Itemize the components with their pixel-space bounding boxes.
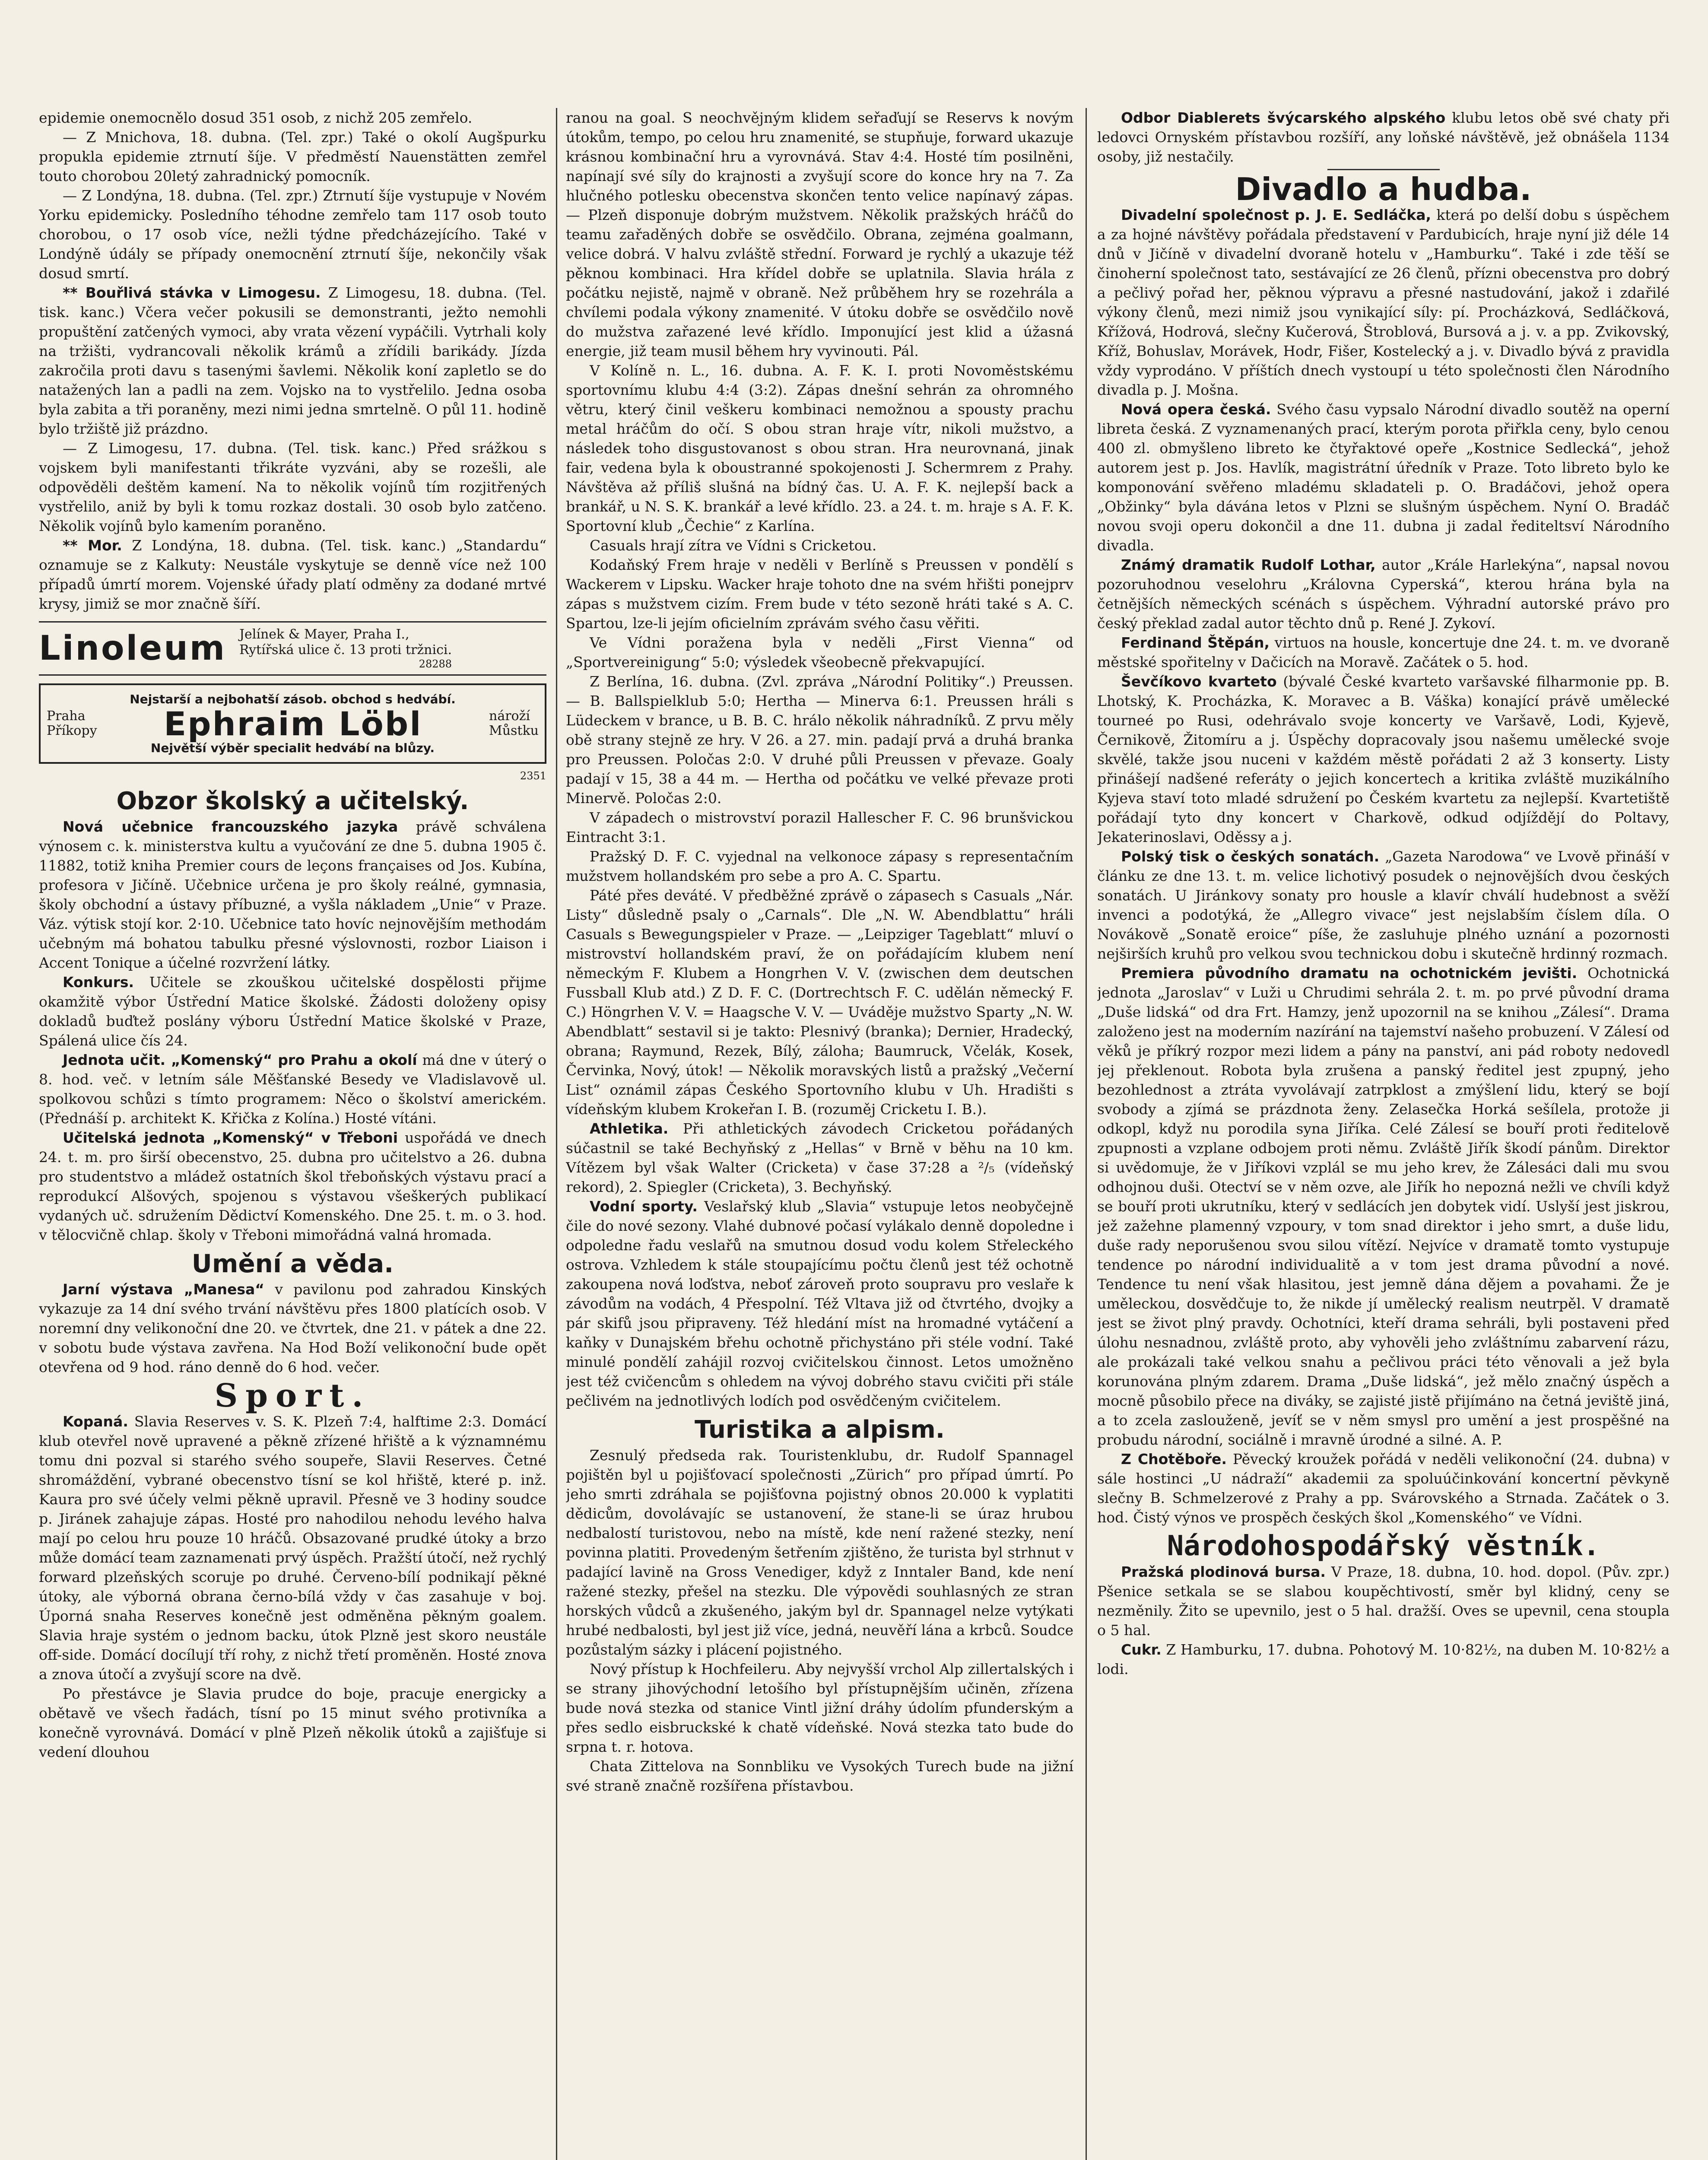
article-lead: Z Chotěboře. xyxy=(1121,1451,1227,1468)
column-1 xyxy=(39,108,546,2160)
article-lead: Jarní výstava „Manesa“ xyxy=(63,1281,264,1298)
article-paragraph: Pražský D. F. C. vyjednal na velkonoce zápasy s representačním mužstvem hollandském pro sebe a pro A. C. Spartu. xyxy=(566,848,1073,884)
article-lead: Polský tisk o českých sonatách. xyxy=(1121,848,1380,865)
section-divider xyxy=(1327,169,1440,170)
ad-code: 2351 xyxy=(520,770,546,782)
article-paragraph: Chata Zittelova na Sonnbliku ve Vysokých Turech bude na jižní své straně značně rozšířena přístavbou. xyxy=(566,1758,1073,1794)
ad-address: Rytířská ulice č. 13 proti tržnici. xyxy=(239,642,452,658)
article-lead: Odbor Diablerets švýcarského alpského xyxy=(1121,109,1446,126)
article-lead: Známý dramatik Rudolf Lothar, xyxy=(1121,556,1376,573)
article-lead: Pražská plodinová bursa. xyxy=(1121,1563,1326,1580)
article-paragraph xyxy=(39,972,546,1050)
article-paragraph: Ve Vídni poražena byla v neděli „First Vienna“ od „Sportvereinigung“ 5:0; výsledek všeobecně překvapující. xyxy=(566,634,1073,670)
article-paragraph: Páté přes deváté. V předběžné zprávě o zápasech s Casuals „Nár. Listy“ důsledně psaly o „Carnals“. Dle „N. W. Abendblattu“ hráli Casuals s Bewegungspieler v Praze. — „Leipziger Tageblatt“ mluví o mistrovství hollandském praví, že on pořádajícím klubem není německým F. Klubem a Hongrhen V. V. (zwischen dem deutschen Fussball Klub atd.) Z D. F. C. (Dortrechtsch F. C. udělán německý F. C.) Höngrhen V. V. = Haagsche V. V. — Uváděje mužstvo Sparty „N. W. Abendblatt“ sestavil si je takto: Plesnivý (branka); Dernier, Hradecký, obrana; Raymund, Rezek, Bílý, záloha; Baumruck, Včelák, Kosek, Červinka, Nový, útok! — Několik moravských listů a pražský „Večerní List“ oznámil zápas Českého Sportovního klubu v Uh. Hradišti s vídeňským klubem Krokeřan I. B. (rozuměj Cricketu I. B.). xyxy=(566,887,1073,1118)
article-paragraph xyxy=(1097,633,1670,672)
article-paragraph: V Kolíně n. L., 16. dubna. A. F. K. I. proti Novoměstskému sportovnímu klubu 4:4 (3:2). Zápas dnešní sehrán za ohromného větru, který činil veškeru kombinaci nemožnou a spousty prachu metal hráčům do očí. S obou stran hraje vítr, nikoli mužstvo, a následek toho disgustovanost s obou stran. Hra neurovnaná, jinak fair, vedena byla k oboustranné spokojenosti J. Schermrem z Prahy. Návštěva až příliš slušná na bídný čas. U. A. F. K. nejlepší back a brankář, u N. S. K. brankář a levé křídlo. 23. a 24. t. m. hraje s A. F. K. Sportovní klub „Čechie“ z Karlína. xyxy=(566,362,1073,534)
article-lead: Cukr. xyxy=(1121,1641,1162,1658)
article-lead: Ferdinand Štěpán, xyxy=(1121,634,1270,651)
article-text: Z Limogesu, 18. dubna. (Tel. tisk. kanc.) Včera večer pokusili se demonstranti, ježto nemohli propuštění zatčených vymoci, aby vrata vězení vypáčili. Vytrhali koly na tržišti, vydrancovali několik krámů a zřídili barikády. Jízda zakročila proti davu s tasenými šavlemi. Několik koní zapletlo se do natažených lan a padli na zem. Vojsko na to vystřelilo. Jedna osoba byla zabita a tři poraněny, mezi nimi jedna smrtelně. O půl 11. hodině bylo tržiště již prázdno. xyxy=(39,284,546,437)
article-paragraph xyxy=(566,1197,1073,1410)
article-paragraph xyxy=(1097,1562,1670,1640)
article-text: Z Londýna, 18. dubna. (Tel. tisk. kanc.) „Standardu“ oznamuje se z Kalkuty: Neustále vyskytuje se denně více než 100 případů úmrtí morem. Vojenské úřady platí odměny za dodané mrtvé krysy, jimiž se mor značně šíří. xyxy=(39,537,546,612)
article-lead: Athletika. xyxy=(590,1120,669,1137)
article-lead: Ševčíkovo kvarteto xyxy=(1121,673,1277,690)
article-lead: Divadelní společnost p. J. E. Sedláčka, xyxy=(1121,206,1432,223)
article-text: v pavilonu pod zahradou Kinských vykazuje za 14 dní svého trvání návštěvu přes 1800 platících osob. V noremní dny velikonoční dne 20. ve čtvrtek, dne 21. v pátek a dne 22. v sobotu bude výstava zavřena. Na Hod Boží velikonoční bude opět otevřena od 9 hod. ráno denně do 6 hod. večer. xyxy=(39,1281,546,1375)
article-text: „Gazeta Narodowa“ ve Lvově přináší v článku ze dne 13. t. m. velice lichotivý posudek o nejnovějších dvou českých sonatách. U Jiránkovy sonaty pro housle a klavír chválí hudebnost a svěží invenci a podotýká, že „Allegro vivace“ jest nejslabším číslem díla. O Novákově „Sonatě eroice“ píše, že zasluhuje plného uznání a pozornosti nejširších kruhů pro velkou svou technickou dobu i skutečně hrdinný rozmach. xyxy=(1097,848,1670,962)
ad-headline: Linoleum xyxy=(39,629,226,668)
ad-code: 28288 xyxy=(419,658,452,670)
article-text: která po delší dobu s úspěchem a za hojné návštěvy pořádala představení v Pardubicích, hraje nyní již déle 14 dnů v Jičíně v divadelní dvoraně hotelu v „Hamburku“. Také i zde těší se činoherní společnost tato, sestávající ze 26 členů, přízni obecenstva pro dobrý a pečlivý pořad her, pěknou výpravu a přesné nastudování, jakož i zdařilé výkony členů, mezi nimiž jsou vynikající síly: pí. Procházková, Sedláčková, Křížová, Hodrová, slečny Kučerová, Štroblová, Bursová a j. v. a pp. Zvikovský, Kříž, Bohuslav, Morávek, Hodr, Fišer, Kostelecký a j. v. Divadlo bývá z pravidla vždy vyprodáno. V příštích dnech vystoupí u této společnosti člen Národního divadla p. J. Mošna. xyxy=(1097,206,1670,398)
article-lead: Učitelská jednota „Komenský“ v Třeboni xyxy=(63,1129,398,1146)
article-text: Ochotnická jednota „Jaroslav“ v Luži u Chrudimi sehrála 2. t. m. po prvé původní drama „Duše lidská“ od dra Frt. Hamzy, jenž upozornil na se knihou „Zálesí“. Drama založeno jest na moderním nazírání na tajemství našeho probuzení. V Zálesí od věků je příkrý rozpor mezi lidem a pány na panství, ani pád roboty nedovedl jej překlenout. Robota byla zrušena a panský ředitel jest zpupný, jeho bezohlednost a ztráta vyvolávají zatrpklost a zmýšlení lidu, který se bojí svobody a zjímá se prázdnota ženy. Zelasečka Horká sešílela, protože ji odkopl, když nu porodila syna Jiříka. Celé Zálesí se bouří proti ředitelově zpupnosti a vzplane odbojem proti němu. Zvláště Jiřík škodí pánům. Direktor si uvědomuje, že v Jiříkovi vzplál se mu jeho krev, že Zálesáci dali mu svou odhojnou duši. Otectví se v něm ozve, ale Jiřík ho nepozná nežli ve chvíli když se bouří proti ukrutníku, který v sedlácích jen dobytek vidí. Uslyší jest jiskrou, jež zažehne plamenný vzpoury, v tom snad direktor i jeho smrt, a duše lidu, duše rady neporušenou svou silou vítězí. Nejvíce v dramatě tomto vystupuje tendence po národní individualitě a v tom jest drama původní a nové. Tendence tu není však hlasitou, jest jemně dána dějem a povahami. Že je uměleckou, dosvědčuje to, že nikde jí umělecký realism neutrpěl. V dramatě jest se život plný pravdy. Ochotníci, kteří drama sehráli, byli postaveni před úlohu nesnadnou, zvláště proto, aby vyhověli jeho zvláštnímu zabarvení rázu, ale prokázali také velkou snahu a pečlivou práci této věnovali a jež byla korunována plným zdarem. Drama „Duše lidská“, jež mělo značný úspěch a mocně působilo přece na diváky, se zajisté jistě přijímáno na četná jeviště jiná, a to zcela zaslouženě, jevíť se v něm smysl pro umění a jest prospěšné na probudu národní, sociálně i mravně úrodné a silné. A. P. xyxy=(1097,965,1670,1448)
article-paragraph: ranou na goal. S neochvějným klidem seřaďují se Reservs k novým útokům, tempo, po celou hru znamenité, se stupňuje, forward ukazuje krásnou kombinační hru a vyrovnává. Stav 4:4. Hosté tím posilněni, napínají své síly do krajnosti a zvyšují score do konce hry na 7. Za hlučného potlesku obecenstva skončen tento velice napínavý zápas. — Plzeň disponuje dobrým mužstvem. Několik pražských hráčů do teamu zařaděných dobře se osvědčilo. Obrana, zejména goalmann, velice dobrá. V halvu zvláště střední. Forward je rychlý a ukazuje též pěknou kombinaci. Hra křídel dobře se uplatnila. Slavia hrála z počátku nejistě, najmě v obraně. Než průběhem hry se rozehrála a chvílemi podala výkony znamenité. V útoku dobře se osvědčilo nově do mužstva zařazené levé křídlo. Imponující jest klid a úžasná energie, již team musil během hry vyvinouti. Pál. xyxy=(566,109,1073,359)
ad-firm-name: Ephraim Löbl xyxy=(164,704,422,743)
article-text: Veslařský klub „Slavia“ vstupuje letos neobyčejně čile do nové sezony. Vlahé dubnové počasí vylákalo denně dopoledne i odpoledne řadu veslařů na smutnou dosud vodu kolem Střeleckého ostrova. Vzhledem k stále stoupajícímu počtu členů jest též ochotně zakoupena nová loďstva, neboť zároveň proto soupravu pro veslaře k závodům na vodách, 4 Přespolní. Též Vltava již od čtvrtého, dvojky a pár skifů jsou připraveny. Též hledání míst na hromadné vytáčení a kaňky v Dunajském břehu ochotně přichystáno při stéle vodní. Také minulé pondělí zahájil rozvoj cvičitelskou činnost. Letos umožněno jest též cvičencům s ohledem na vývoj dobrého stavu cvičiti při stále pečlivém na jednotlivých lodích pod osvědčeným cvičitelem. xyxy=(566,1198,1073,1409)
article-paragraph xyxy=(1097,108,1670,166)
article-paragraph: Zesnulý předseda rak. Touristenklubu, dr. Rudolf Spannagel pojištěn byl u pojišťovací společnosti „Zürich“ pro případ úmrtí. Po jeho smrti zdráhala se pojišťovna pojistný obnos 20.000 k vyplatiti dědicům, dovolávajíc se ustanovení, že stane-li se úraz hrubou nedbalostí turistovou, nebo na místě, kde není ražené stezky, není povinna platiti. Provedeným šetřením zjištěno, že turista byl strhnut v padající lavině na Gross Venediger, když z Inntaler Band, kde není ražené stezky, přešel na stezku. Dle výpovědi souhlasných ze stran horských vůdců a zkušeného, jakým byl dr. Spannagel nelze vytýkati hrubé nedbalosti, byl jest již více, jedná, neuvěří lána a krbců. Soudce pozůstalým sázky i plácení pojistného. xyxy=(566,1447,1073,1658)
ad-top-line: Nejstarší a nejbohatší zásob. obchod s hedvábí. xyxy=(130,692,456,706)
article-text: Svého času vypsalo Národní divadlo soutěž na operní libreta česká. Z vyznamenaných prací, kterým porota přiřkla ceny, bylo cenou 400 zl. obmyšleno libreto ke čtyřaktové opeře „Kostnice Sedlecká“, jehož autorem jest p. Jos. Havlík, magistrátní úředník v Praze. Toto libreto bylo ke komponování svěřeno mladému skladateli p. O. Bradáčovi, jehož opera „Obžinky“ byla dávána letos v Plzni se slušným úspěchem. Nyní O. Bradáč novou svoji operu dokončil a dne 11. dubna ji zadal řediteltsví Národního divadla. xyxy=(1097,401,1670,554)
article-paragraph xyxy=(39,1412,546,1684)
article-lead: Nová opera česká. xyxy=(1121,401,1271,418)
ad-corner xyxy=(489,709,539,738)
article-lead: ** Bouřlivá stávka v Limogesu. xyxy=(63,284,321,301)
section-heading-turistika: Turistika a alpism. xyxy=(694,1416,945,1444)
article-paragraph: Po přestávce je Slavia prudce do boje, pracuje energicky a obětavě ve všech řadách, tísní po 15 minut svého protivníka a konečně vyrovnává. Domácí v plně Plzeň několik útoků a zajišťuje si vedení dlouhou xyxy=(39,1685,546,1760)
article-text: uspořádá ve dnech 24. t. m. pro širší obecenstvo, 25. dubna pro učitelstvo a 26. dubna pro studentstvo a mládež ostatních škol třeboňských výstavu prací a reprodukcí Alšových, spojenou s výstavou všeškerých publikací vydaných uč. sdružením Dědictví Komenského. Dne 25. t. m. o 3. hod. v tělocvičně chlap. školy v Třeboni mimořádná valná hromada. xyxy=(39,1129,546,1243)
ad-street: Příkopy xyxy=(47,723,97,738)
article-paragraph xyxy=(1097,1640,1670,1679)
article-paragraph: — Z Mnichova, 18. dubna. (Tel. zpr.) Také o okolí Augšpurku propukla epidemie ztrnutí šíje. V předměstí Nauenstätten zemřel touto chorobou 20letý zahradnický pomocník. xyxy=(39,129,546,184)
article-paragraph: Z Berlína, 16. dubna. (Zvl. zpráva „Národní Politiky“.) Preussen. — B. Ballspielklub 5:0; Hertha — Minerva 6:1. Preussen hráli s Lüdeckem v brance, u B. B. C. hrálo několik náhradníků. Z prvu měly obě strany stejně ze hry. V 26. a 27. min. padají prvá a druhá branka pro Preussen. Poločas 2:0. V druhé půli Preussen v převaze. Goaly padají v 15, 38 a 44 m. — Hertha od počátku ve velké převaze proti Minervě. Poločas 2:0. xyxy=(566,673,1073,807)
article-text: Slavia Reserves v. S. K. Plzeň 7:4, halftime 2:3. Domácí klub otevřel nově upravené a pěkně zřízené hřiště a k významnému tomu dni pozval si starého svého soupeře, Slavii Reserves. Četné shromáždění, vybrané obecenstvo tísní se kol hřiště, které p. inž. Kaura pro své účely velmi pěkně upravil. Přesně ve 3 hodiny soudce p. Jiránek zahajuje zápas. Hosté pro nahodilou nehodu levého halva mají po celou hru pouze 10 hráčů. Obsazované prudké útoky a brzo může domácí team zaznamenati prvý úspěch. Pražští útočí, než rychlý forward plzeňských scoruje po druhé. Červeno-bílí podnikají pěkné útoky, ale výborná obrana černo-bílá vždy v čas zasahuje v boj. Úporná snaha Reserves konečně jest odměněna pěkným goalem. Slavia hraje systém o jednom backu, útok Plzně jest skoro neustále off-side. Domácí docílují tří rohy, z nichž třetí proměněn. Hosté znova a znova útočí a zvyšují score na dvě. xyxy=(39,1413,546,1683)
advertisement-linoleum xyxy=(39,621,546,676)
article-text: Pěvecký kroužek pořádá v neděli velikonoční (24. dubna) v sále hostinci „U nádraží“ akademii za spoluúčinkování koncertní pěvkyně slečny B. Schmelzerové z Prahy a pp. Svárovského a Strnada. Začátek o 3. hod. Čistý výnos ve prospěch českých škol „Komenského“ ve Vídni. xyxy=(1097,1451,1670,1526)
column-rule xyxy=(1086,108,1087,2160)
ad-bottom-line: Největší výběr specialit hedvábí na blůzy. xyxy=(150,741,435,755)
article-text: (bývalé České kvarteto varšavské filharmonie pp. B. Lhotský, K. Procházka, K. Moravec a B. Váška) konající právě umělecké tourneé po Rusi, odehrávalo svoje koncerty ve Varšavě, Lodi, Kyjevě, Černikově, Žitomíru a j. Úspěchy dopracovaly jsou našemu umělecké svoje skvělé, takže jsou nuceni v každém městě pořádati 2 až 3 konserty. Listy přinášejí nadšené referáty o jejich koncertech a kritika zvláště muzikálního Kyjeva staví toto mladé sdružení po Českém kvartetu za nejlepší. Kvartetiště pořádají tyto dny koncert v Charkově, odkud odjíždějí do Poltavy, Jekaterinoslavi, Oděssy a j. xyxy=(1097,673,1670,845)
column-rule xyxy=(556,108,557,2160)
article-paragraph: Kodaňský Frem hraje v neděli v Berlíně s Preussen v pondělí s Wackerem v Lipsku. Wacker hraje tohoto dne na svém hřišti ponejprv zápas s mužstvem cizím. Frem bude v této sezoně hráti také s A. C. Spartou, lze-li jejím oficielním zprávám svého času věřiti. xyxy=(566,556,1073,632)
article-paragraph xyxy=(39,283,546,438)
article-paragraph xyxy=(1097,555,1670,633)
section-heading-narodohospodarsky: Národohospodářský věstník. xyxy=(1167,1530,1600,1562)
article-paragraph xyxy=(39,1128,546,1245)
ad-place xyxy=(47,709,97,738)
ad-text xyxy=(239,627,452,670)
ad-corner-2: Můstku xyxy=(489,723,539,738)
article-paragraph xyxy=(1097,1449,1670,1527)
article-text: V Praze, 18. dubna, 10. hod. dopol. (Pův. zpr.) Pšenice setkala se se slabou koupěchtivostí, směr byl klidný, ceny se nezměnily. Žito se upevnilo, jest o 5 hal. dražší. Oves se upevnil, cena stoupla o 5 hal. xyxy=(1097,1563,1670,1639)
section-heading-divadlo: Divadlo a hudba. xyxy=(1235,171,1532,207)
article-text: autor „Krále Harlekýna“, napsal novou pozoruhodnou veselohru „Královna Cyperská“, kterou hrána byla na četnějších německých scénách s úspěchem. Výhradní autorské právo pro český překlad zadal autor těchto dnů p. René J. Zykoví. xyxy=(1097,556,1670,632)
column-2 xyxy=(566,108,1073,2160)
article-lead: Nová učebnice francouzského jazyka xyxy=(63,818,398,835)
article-paragraph xyxy=(566,1119,1073,1197)
article-paragraph xyxy=(1097,400,1670,555)
article-lead: Kopaná. xyxy=(63,1413,128,1430)
article-paragraph xyxy=(1097,963,1670,1449)
article-paragraph xyxy=(1097,847,1670,963)
article-lead: ** Mor. xyxy=(63,537,122,554)
article-paragraph xyxy=(39,536,546,613)
article-lead: Premiera původního dramatu na ochotnickém jevišti. xyxy=(1121,965,1578,982)
article-paragraph: V západech o mistrovství porazil Hallescher F. C. 96 brunšvickou Eintracht 3:1. xyxy=(566,809,1073,845)
section-heading-sport: Sport. xyxy=(214,1377,371,1414)
article-paragraph: — Z Limogesu, 17. dubna. (Tel. tisk. kanc.) Před srážkou s vojskem byli manifestanti třikráte vyzváni, aby se rozešli, ale odpověděli deštěm kamení. Na to několik vojínů tím rozjitřených vystřelilo, aniž by byli k tomu rozkaz dostali. 30 osob bylo zatčeno. Několik vojínů bylo kamením poraněno. xyxy=(39,440,546,534)
section-heading-obzor: Obzor školský a učitelský. xyxy=(116,787,469,815)
ad-middle xyxy=(47,704,539,743)
article-text: právě schválena výnosem c. k. ministerstva kultu a vyučování ze dne 5. dubna 1905 č. 11882, totiž kniha Premier cours de leçons françaises od Jos. Kubína, profesora v Jičíně. Učebnice určena je pro školy reálné, gymnasia, školy obchodní a ústavy příbuzné, a vyšla nákladem „Unie“ v Praze. Váz. výtisk stojí kor. 2·10. Učebnice tato hovíc nejnovějším methodám učebným má bohatou tabulku přesné výslovnosti, rozbor Liaison i Accent Tonique a účelné rozvržení látky. xyxy=(39,818,546,971)
article-lead: Jednota učit. „Komenský“ pro Prahu a okolí xyxy=(63,1051,417,1068)
article-text: klubu letos obě své chaty při ledovci Ornyském přístavbou rozšíří, any loňské návštěvě, jež obnášela 1134 osoby, již nestačily. xyxy=(1097,109,1670,165)
article-text: má dne v úterý o 8. hod. več. v letním sále Měšťanské Besedy ve Vladislavově ul. spolkovou schůzi s tímto programem: Něco o školství americkém. (Přednáší p. architekt K. Křička z Kolína.) Hosté vítáni. xyxy=(39,1051,546,1127)
article-paragraph xyxy=(1097,672,1670,847)
ad-city: Praha xyxy=(47,708,86,724)
column-3 xyxy=(1097,108,1670,2160)
section-heading-umeni: Umění a věda. xyxy=(191,1249,394,1278)
article-lead: Vodní sporty. xyxy=(590,1198,698,1215)
article-lead: Konkurs. xyxy=(63,974,134,991)
article-text: Při athletických závodech Cricketou pořádaných súčastnil se také Bechyňský z „Hellas“ v Brně v běhu na 10 km. Vítězem byl však Walter (Cricketa) v čase 37:28 a ²/₅ (vídeňský rekord), 2. Spiegler (Cricketa), 3. Bechyňský. xyxy=(566,1120,1073,1195)
article-paragraph xyxy=(39,1280,546,1377)
article-paragraph xyxy=(1097,205,1670,400)
article-text: Učitele se zkouškou učitelské dospělosti přijme okamžitě výbor Ústřední Matice školské. Žádosti doloženy opisy dokladů buďtež poslány výboru Ústřední Matice školské v Praze, Spálená ulice čís 24. xyxy=(39,974,546,1049)
article-paragraph: epidemie onemocnělo dosud 351 osob, z nichž 205 zemřelo. xyxy=(39,109,473,126)
article-text: Z Hamburku, 17. dubna. Pohotový M. 10·82½, na duben M. 10·82½ a lodi. xyxy=(1097,1641,1670,1677)
article-paragraph xyxy=(39,817,546,972)
ad-firm: Jelínek & Mayer, Praha I., xyxy=(239,627,410,642)
ad-corner-1: nároží xyxy=(489,708,530,724)
article-paragraph: Casuals hrají zítra ve Vídni s Cricketou. xyxy=(590,537,877,554)
article-text: virtuos na housle, koncertuje dne 24. t. m. ve dvoraně městské spořitelny v Dačicích na Moravě. Začátek o 5. hod. xyxy=(1097,634,1670,670)
advertisement-lobl xyxy=(39,683,546,764)
article-paragraph xyxy=(39,1050,546,1128)
article-paragraph: — Z Londýna, 18. dubna. (Tel. zpr.) Ztrnutí šíje vystupuje v Novém Yorku epidemicky. Posledního téhodne zemřelo tam 117 osob touto chorobou, o 17 osob více, nežli týdne předcházejícího. Také v Londýně údály se případy onemocnění ztrnutí šíje, nekončily však dosud smrtí. xyxy=(39,187,546,282)
article-paragraph: Nový přístup k Hochfeileru. Aby nejvyšší vrchol Alp zillertalských i se strany jihovýchodní letošího byl přístupnějším učiněn, zřízena bude nová stezka od stanice Vintl jižní dráhy údolím pfunderským a přes sedlo eisbruckské k chatě vídeňské. Nová stezka tato bude do srpna t. r. hotova. xyxy=(566,1661,1073,1755)
